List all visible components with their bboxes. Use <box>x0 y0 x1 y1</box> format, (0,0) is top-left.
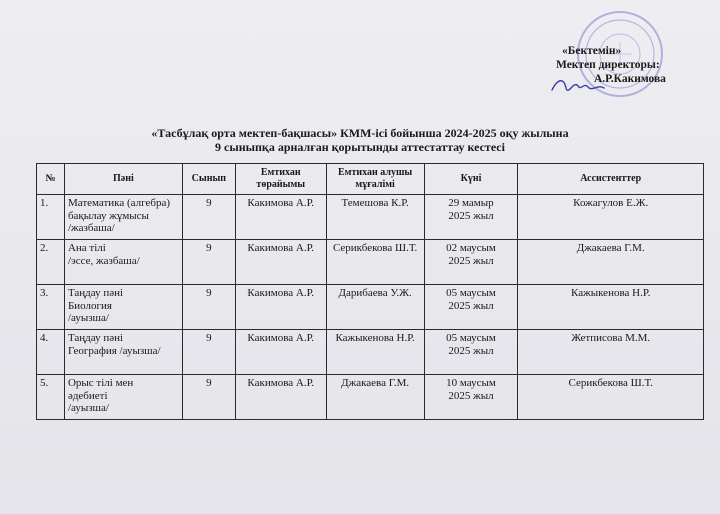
row-date <box>424 375 518 420</box>
header-subject: Пәні <box>64 164 182 195</box>
title-line-2: 9 сыныпқа арналған қорытынды аттестаттау кестесі <box>215 140 505 154</box>
subject-line: Математика (алгебра) <box>67 197 171 209</box>
header-number: № <box>37 164 65 195</box>
table-row <box>37 240 704 285</box>
row-grade: 9 <box>182 375 235 420</box>
row-subject <box>64 240 182 285</box>
signature-icon <box>548 70 608 100</box>
subject-line: Таңдау пәні <box>67 332 124 344</box>
row-examiner: Джакаева Г.М. <box>326 375 424 420</box>
row-assistant: Серикбекова Ш.Т. <box>518 375 704 420</box>
subject-line: бақылау жұмысы <box>67 209 149 222</box>
row-exam-chair: Какимова А.Р. <box>235 375 326 420</box>
row-number: 2. <box>37 240 65 285</box>
row-grade: 9 <box>182 285 235 330</box>
date-line: 05 маусым <box>446 332 496 344</box>
header-assistants: Ассистенттер <box>518 164 704 195</box>
row-subject <box>64 330 182 375</box>
table-row <box>37 285 704 330</box>
date-line: 29 мамыр <box>448 197 494 209</box>
row-grade: 9 <box>182 195 235 240</box>
row-number: 4. <box>37 330 65 375</box>
subject-line: Ана тілі <box>67 242 106 254</box>
row-date <box>424 285 518 330</box>
row-grade: 9 <box>182 240 235 285</box>
subject-line: әдебиеті <box>67 389 108 402</box>
subject-line: /ауызша/ <box>67 402 109 414</box>
row-assistant: Кожагулов Е.Ж. <box>518 195 704 240</box>
row-exam-chair: Какимова А.Р. <box>235 195 326 240</box>
row-number: 1. <box>37 195 65 240</box>
header-date: Күні <box>424 164 518 195</box>
row-subject <box>64 285 182 330</box>
table-row <box>37 195 704 240</box>
approval-director-label: Мектеп директоры: <box>556 59 660 71</box>
row-examiner: Темешова К.Р. <box>326 195 424 240</box>
row-subject <box>64 375 182 420</box>
row-assistant: Жетписова М.М. <box>518 330 704 375</box>
date-line: 2025 жыл <box>448 254 494 267</box>
subject-line: /эссе, жазбаша/ <box>67 254 140 267</box>
row-assistant: Джакаева Г.М. <box>518 240 704 285</box>
subject-line: География /ауызша/ <box>67 344 161 357</box>
row-date <box>424 195 518 240</box>
row-examiner: Серикбекова Ш.Т. <box>326 240 424 285</box>
header-grade: Сынып <box>182 164 235 195</box>
date-line: 2025 жыл <box>448 299 494 312</box>
row-exam-chair: Какимова А.Р. <box>235 330 326 375</box>
row-examiner: Кажыкенова Н.Р. <box>326 330 424 375</box>
date-line: 2025 жыл <box>448 344 494 357</box>
row-date <box>424 330 518 375</box>
subject-line: Орыс тілі мен <box>67 377 134 389</box>
approval-approved-label: «Бектемін» <box>562 45 622 57</box>
row-date <box>424 240 518 285</box>
title-line-1: «Тасбұлақ орта мектеп-бақшасы» КММ-ісі бойынша 2024-2025 оқу жылына <box>151 126 569 140</box>
date-line: 10 маусым <box>446 377 496 389</box>
date-line: 2025 жыл <box>448 389 494 402</box>
subject-line: /ауызша/ <box>67 312 109 324</box>
row-assistant: Кажыкенова Н.Р. <box>518 285 704 330</box>
table-row <box>37 375 704 420</box>
date-line: 02 маусым <box>446 242 496 254</box>
table-row <box>37 330 704 375</box>
row-subject <box>64 195 182 240</box>
row-exam-chair: Какимова А.Р. <box>235 240 326 285</box>
table-header-row <box>37 164 704 195</box>
header-examiner: Емтихан алушы мұғалімі <box>326 164 424 195</box>
row-exam-chair: Какимова А.Р. <box>235 285 326 330</box>
date-line: 2025 жыл <box>448 209 494 222</box>
row-grade: 9 <box>182 330 235 375</box>
subject-line: Биология <box>67 299 112 312</box>
row-number: 5. <box>37 375 65 420</box>
approval-director-name: А.Р.Какимова <box>594 73 666 85</box>
header-exam-chair: Емтихан төрайымы <box>235 164 326 195</box>
subject-line: /жазбаша/ <box>67 222 115 234</box>
row-examiner: Дарибаева У.Ж. <box>326 285 424 330</box>
exam-schedule-table <box>36 163 704 420</box>
subject-line: Таңдау пәні <box>67 287 124 299</box>
date-line: 05 маусым <box>446 287 496 299</box>
row-number: 3. <box>37 285 65 330</box>
document-title <box>0 126 720 154</box>
